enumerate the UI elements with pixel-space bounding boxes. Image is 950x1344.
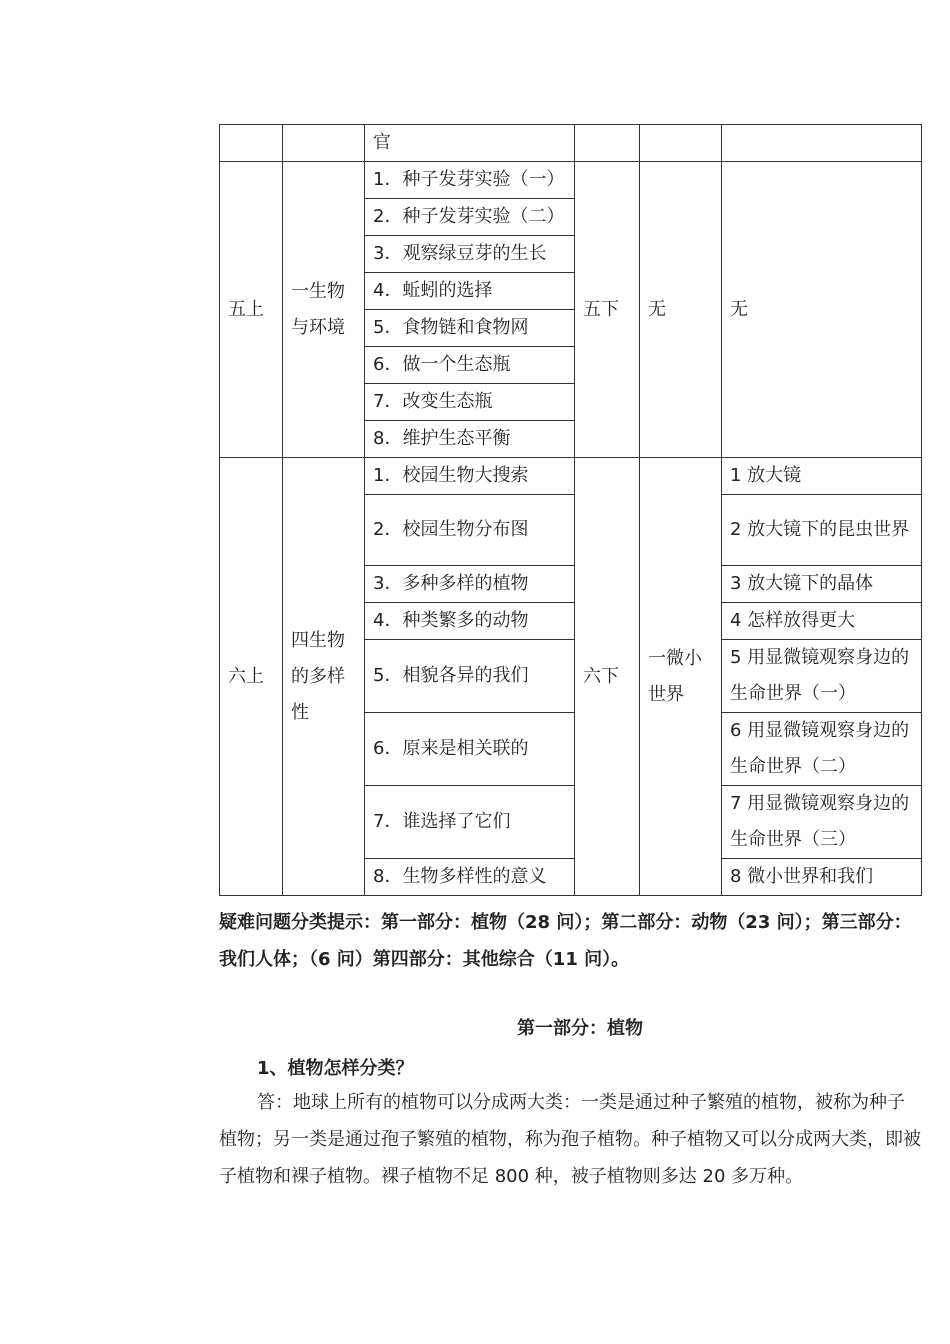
lesson-cell: 6．原来是相关联的 (365, 713, 575, 786)
lesson-cell: 5 用显微镜观察身边的生命世界（一） (722, 640, 922, 713)
unit-cell: 一生物与环境 (283, 162, 365, 458)
question-title: 1、植物怎样分类？ (257, 1058, 414, 1079)
curriculum-table (219, 124, 922, 896)
lesson-cell: 4．种类繁多的动物 (365, 603, 575, 640)
grade-cell: 五上 (220, 162, 283, 458)
lesson-cell: 8．维护生态平衡 (365, 421, 575, 458)
lesson-cell: 官 (365, 125, 575, 162)
table-row (220, 125, 922, 162)
lesson-cell: 6．做一个生态瓶 (365, 347, 575, 384)
lesson-cell: 8 微小世界和我们 (722, 859, 922, 896)
grade-cell: 六下 (575, 458, 640, 896)
unit-cell: 一微小世界 (640, 458, 722, 896)
lesson-cell: 8．生物多样性的意义 (365, 859, 575, 896)
category-hint: 疑难问题分类提示：第一部分：植物（28 问）；第二部分：动物（23 问）；第三部分：我们人体；（6 问）第四部分：其他综合（11 问）。 (219, 912, 912, 970)
lesson-cell: 4．蚯蚓的选择 (365, 273, 575, 310)
lesson-cell: 2．校园生物分布图 (365, 495, 575, 566)
lesson-cell: 7．改变生态瓶 (365, 384, 575, 421)
table-cell (220, 125, 283, 162)
lesson-cell: 6 用显微镜观察身边的生命世界（二） (722, 713, 922, 786)
lesson-cell: 1 放大镜 (722, 458, 922, 495)
table-cell (283, 125, 365, 162)
lesson-cell: 4 怎样放得更大 (722, 603, 922, 640)
table-cell (575, 125, 640, 162)
lesson-cell: 2．种子发芽实验（二） (365, 199, 575, 236)
lesson-cell: 5．相貌各异的我们 (365, 640, 575, 713)
unit-cell: 四生物的多样性 (283, 458, 365, 896)
table-row (220, 458, 922, 495)
lesson-cell: 无 (722, 162, 922, 458)
lesson-cell: 3．观察绿豆芽的生长 (365, 236, 575, 273)
table-cell (640, 125, 722, 162)
lesson-cell: 3 放大镜下的晶体 (722, 566, 922, 603)
section-title: 第一部分：植物 (517, 1018, 643, 1039)
grade-cell: 六上 (220, 458, 283, 896)
lesson-cell: 3．多种多样的植物 (365, 566, 575, 603)
answer-paragraph: 答：地球上所有的植物可以分成两大类：一类是通过种子繁殖的植物，被称为种子植物；另一类是通过孢子繁殖的植物，称为孢子植物。种子植物又可以分成两大类，即被子植物和裸子植物。裸子植物不足 800 种，被子植物则多达 20 多万种。 (219, 1092, 921, 1187)
lesson-cell: 1．校园生物大搜索 (365, 458, 575, 495)
lesson-cell: 5．食物链和食物网 (365, 310, 575, 347)
lesson-cell: 7 用显微镜观察身边的生命世界（三） (722, 786, 922, 859)
grade-cell: 五下 (575, 162, 640, 458)
table-row (220, 162, 922, 199)
lesson-cell: 7．谁选择了它们 (365, 786, 575, 859)
unit-cell: 无 (640, 162, 722, 458)
lesson-cell: 1．种子发芽实验（一） (365, 162, 575, 199)
table-cell (722, 125, 922, 162)
lesson-cell: 2 放大镜下的昆虫世界 (722, 495, 922, 566)
